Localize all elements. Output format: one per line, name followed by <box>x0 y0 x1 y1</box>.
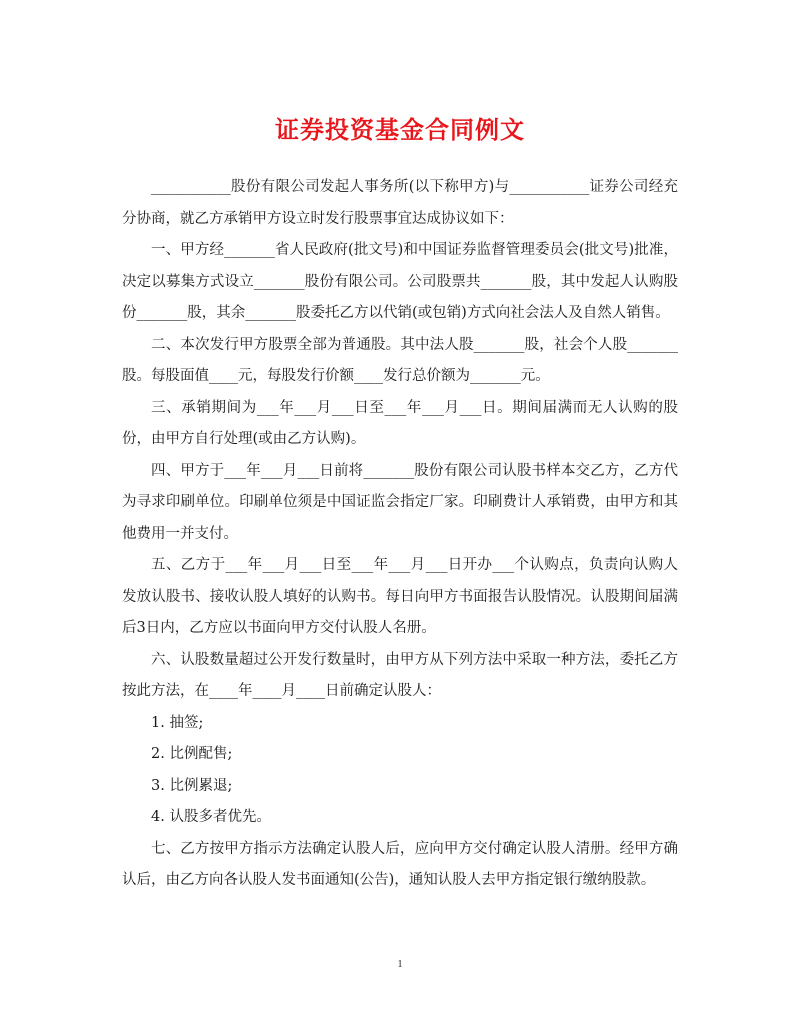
page-number: 1 <box>397 958 403 970</box>
list-item-4: 4. 认股多者优先。 <box>151 809 271 825</box>
document-title: 证券投资基金合同例文 <box>275 115 525 144</box>
clause-5-paragraph: 五、乙方于___年___月___日至___年___月___日开办___个认购点，负责向认购人发放认股书、接收认股人填好的认购书。每日向甲方书面报告认股情况。认股期间届满后3日内，乙方应以书面向甲方交付认股人名册。 <box>122 557 678 636</box>
clause-3-paragraph: 三、承销期间为___年___月___日至___年___月___日。期间届满而无人认购的股份，由甲方自行处理(或由乙方认购)。 <box>122 399 678 447</box>
intro-paragraph: ___________股份有限公司发起人事务所(以下称甲方)与___________证券公司经充分协商，就乙方承销甲方设立时发行股票事宜达成协议如下： <box>122 179 678 227</box>
list-item-1: 1. 抽签; <box>151 714 204 731</box>
clause-4-paragraph: 四、甲方于___年___月___日前将_______股份有限公司认股书样本交乙方，乙方代为寻求印刷单位。印刷单位须是中国证监会指定厂家。印刷费计人承销费，由甲方和其他费用一并支付。 <box>122 462 678 542</box>
document-body <box>122 172 678 897</box>
clause-2-paragraph: 二、本次发行甲方股票全部为普通股。其中法人股_______股，社会个人股_______股。每股面值____元，每股发行价额____发行总价额为_______元。 <box>122 336 678 384</box>
clause-7-paragraph: 七、乙方按甲方指示方法确定认股人后，应向甲方交付确定认股人清册。经甲方确认后，由乙方向各认股人发书面通知(公告)，通知认股人去甲方指定银行缴纳股款。 <box>122 840 678 888</box>
clause-1-paragraph: 一、甲方经_______省人民政府(批文号)和中国证券监督管理委员会(批文号)批准，决定以募集方式设立_______股份有限公司。公司股票共_______股，其中发起人认购股份_______股，其余_______股委托乙方以代销(或包销)方式向社会法人及自然人销售。 <box>122 242 678 321</box>
list-item-2: 2. 比例配售; <box>151 746 233 762</box>
clause-6-paragraph: 六、认股数量超过公开发行数量时，由甲方从下列方法中采取一种方法，委托乙方按此方法，在____年____月____日前确定认股人： <box>122 651 678 699</box>
list-item-3: 3. 比例累退; <box>151 777 233 794</box>
